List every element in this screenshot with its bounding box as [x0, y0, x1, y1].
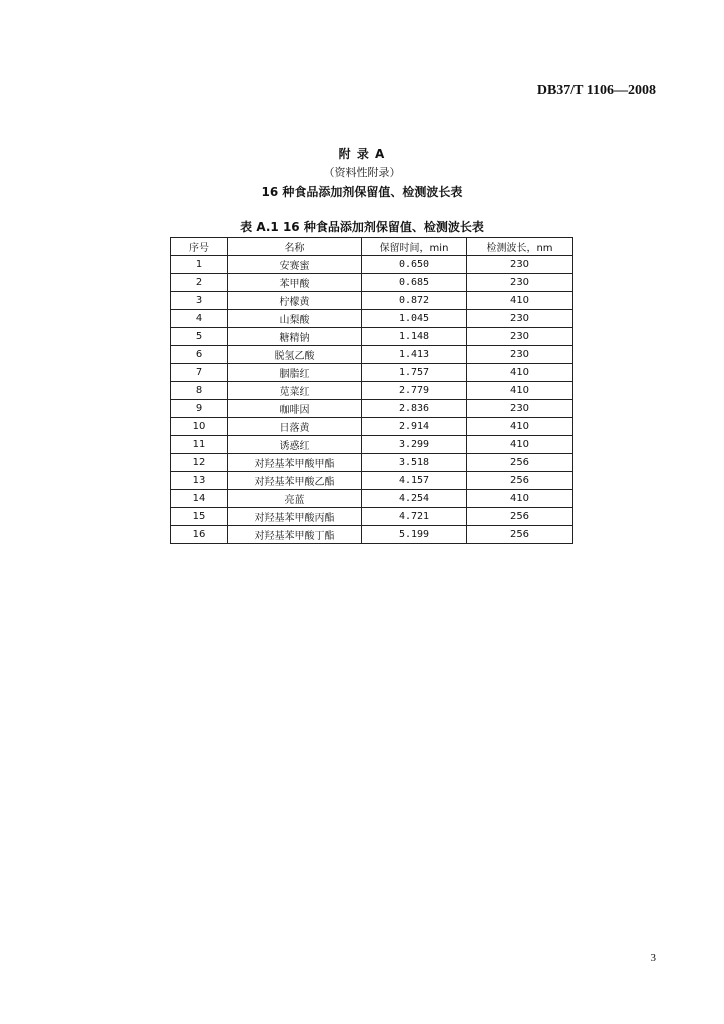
table-row: [171, 256, 573, 274]
wavelength-cell: 410: [467, 490, 573, 508]
wavelength-cell: 410: [467, 382, 573, 400]
additive-name-cell: 咖啡因: [228, 400, 362, 418]
table-header-row: [171, 238, 573, 256]
row-index-cell: 8: [171, 382, 228, 400]
row-index-cell: 2: [171, 274, 228, 292]
additive-name-cell: 对羟基苯甲酸乙酯: [228, 472, 362, 490]
table-row: [171, 382, 573, 400]
retention-time-cell: 3.518: [362, 454, 467, 472]
row-index-cell: 1: [171, 256, 228, 274]
wavelength-cell: 410: [467, 436, 573, 454]
column-header: 检测波长，nm: [467, 238, 573, 256]
column-header: 名称: [228, 238, 362, 256]
additive-name-cell: 苋菜红: [228, 382, 362, 400]
column-header: 保留时间，min: [362, 238, 467, 256]
retention-time-cell: 0.872: [362, 292, 467, 310]
row-index-cell: 5: [171, 328, 228, 346]
table-row: [171, 364, 573, 382]
wavelength-cell: 230: [467, 310, 573, 328]
wavelength-cell: 256: [467, 454, 573, 472]
table-row: [171, 526, 573, 544]
table-body: [171, 256, 573, 544]
table-row: [171, 274, 573, 292]
wavelength-cell: 410: [467, 292, 573, 310]
retention-time-cell: 5.199: [362, 526, 467, 544]
table-row: [171, 400, 573, 418]
retention-time-cell: 4.157: [362, 472, 467, 490]
additive-name-cell: 对羟基苯甲酸甲酯: [228, 454, 362, 472]
additives-table: [170, 237, 573, 544]
table-row: [171, 454, 573, 472]
retention-time-cell: 4.721: [362, 508, 467, 526]
row-index-cell: 13: [171, 472, 228, 490]
table-row: [171, 418, 573, 436]
row-index-cell: 16: [171, 526, 228, 544]
retention-time-cell: 2.779: [362, 382, 467, 400]
wavelength-cell: 410: [467, 364, 573, 382]
additive-name-cell: 苯甲酸: [228, 274, 362, 292]
standard-code: DB37/T 1106—2008: [536, 83, 656, 98]
row-index-cell: 11: [171, 436, 228, 454]
row-index-cell: 6: [171, 346, 228, 364]
table-row: [171, 472, 573, 490]
table-row: [171, 436, 573, 454]
wavelength-cell: 410: [467, 418, 573, 436]
retention-time-cell: 3.299: [362, 436, 467, 454]
retention-time-cell: 1.757: [362, 364, 467, 382]
additive-name-cell: 脱氢乙酸: [228, 346, 362, 364]
appendix-type: （资料性附录）: [323, 166, 401, 179]
retention-time-cell: 2.914: [362, 418, 467, 436]
wavelength-cell: 230: [467, 256, 573, 274]
row-index-cell: 7: [171, 364, 228, 382]
additive-name-cell: 对羟基苯甲酸丁酯: [228, 526, 362, 544]
row-index-cell: 4: [171, 310, 228, 328]
wavelength-cell: 256: [467, 526, 573, 544]
table-row: [171, 292, 573, 310]
column-header: 序号: [171, 238, 228, 256]
wavelength-cell: 256: [467, 508, 573, 526]
additive-name-cell: 山梨酸: [228, 310, 362, 328]
additive-name-cell: 胭脂红: [228, 364, 362, 382]
table-caption: 表 A.1 16 种食品添加剂保留值、检测波长表: [240, 220, 484, 234]
additive-name-cell: 糖精钠: [228, 328, 362, 346]
table-row: [171, 490, 573, 508]
row-index-cell: 14: [171, 490, 228, 508]
retention-time-cell: 1.148: [362, 328, 467, 346]
additive-name-cell: 亮蓝: [228, 490, 362, 508]
row-index-cell: 15: [171, 508, 228, 526]
additive-name-cell: 诱惑红: [228, 436, 362, 454]
wavelength-cell: 230: [467, 274, 573, 292]
additive-name-cell: 日落黄: [228, 418, 362, 436]
additive-name-cell: 安赛蜜: [228, 256, 362, 274]
table-row: [171, 508, 573, 526]
row-index-cell: 9: [171, 400, 228, 418]
page-number: 3: [650, 952, 656, 964]
table-row: [171, 310, 573, 328]
retention-time-cell: 1.045: [362, 310, 467, 328]
row-index-cell: 12: [171, 454, 228, 472]
wavelength-cell: 230: [467, 400, 573, 418]
row-index-cell: 10: [171, 418, 228, 436]
retention-time-cell: 2.836: [362, 400, 467, 418]
retention-time-cell: 0.650: [362, 256, 467, 274]
appendix-heading: 16 种食品添加剂保留值、检测波长表: [261, 185, 463, 199]
row-index-cell: 3: [171, 292, 228, 310]
table-row: [171, 346, 573, 364]
additive-name-cell: 对羟基苯甲酸丙酯: [228, 508, 362, 526]
appendix-title: 附 录 A: [338, 147, 386, 161]
retention-time-cell: 4.254: [362, 490, 467, 508]
wavelength-cell: 256: [467, 472, 573, 490]
wavelength-cell: 230: [467, 328, 573, 346]
retention-time-cell: 1.413: [362, 346, 467, 364]
additive-name-cell: 柠檬黄: [228, 292, 362, 310]
table-row: [171, 328, 573, 346]
wavelength-cell: 230: [467, 346, 573, 364]
retention-time-cell: 0.685: [362, 274, 467, 292]
